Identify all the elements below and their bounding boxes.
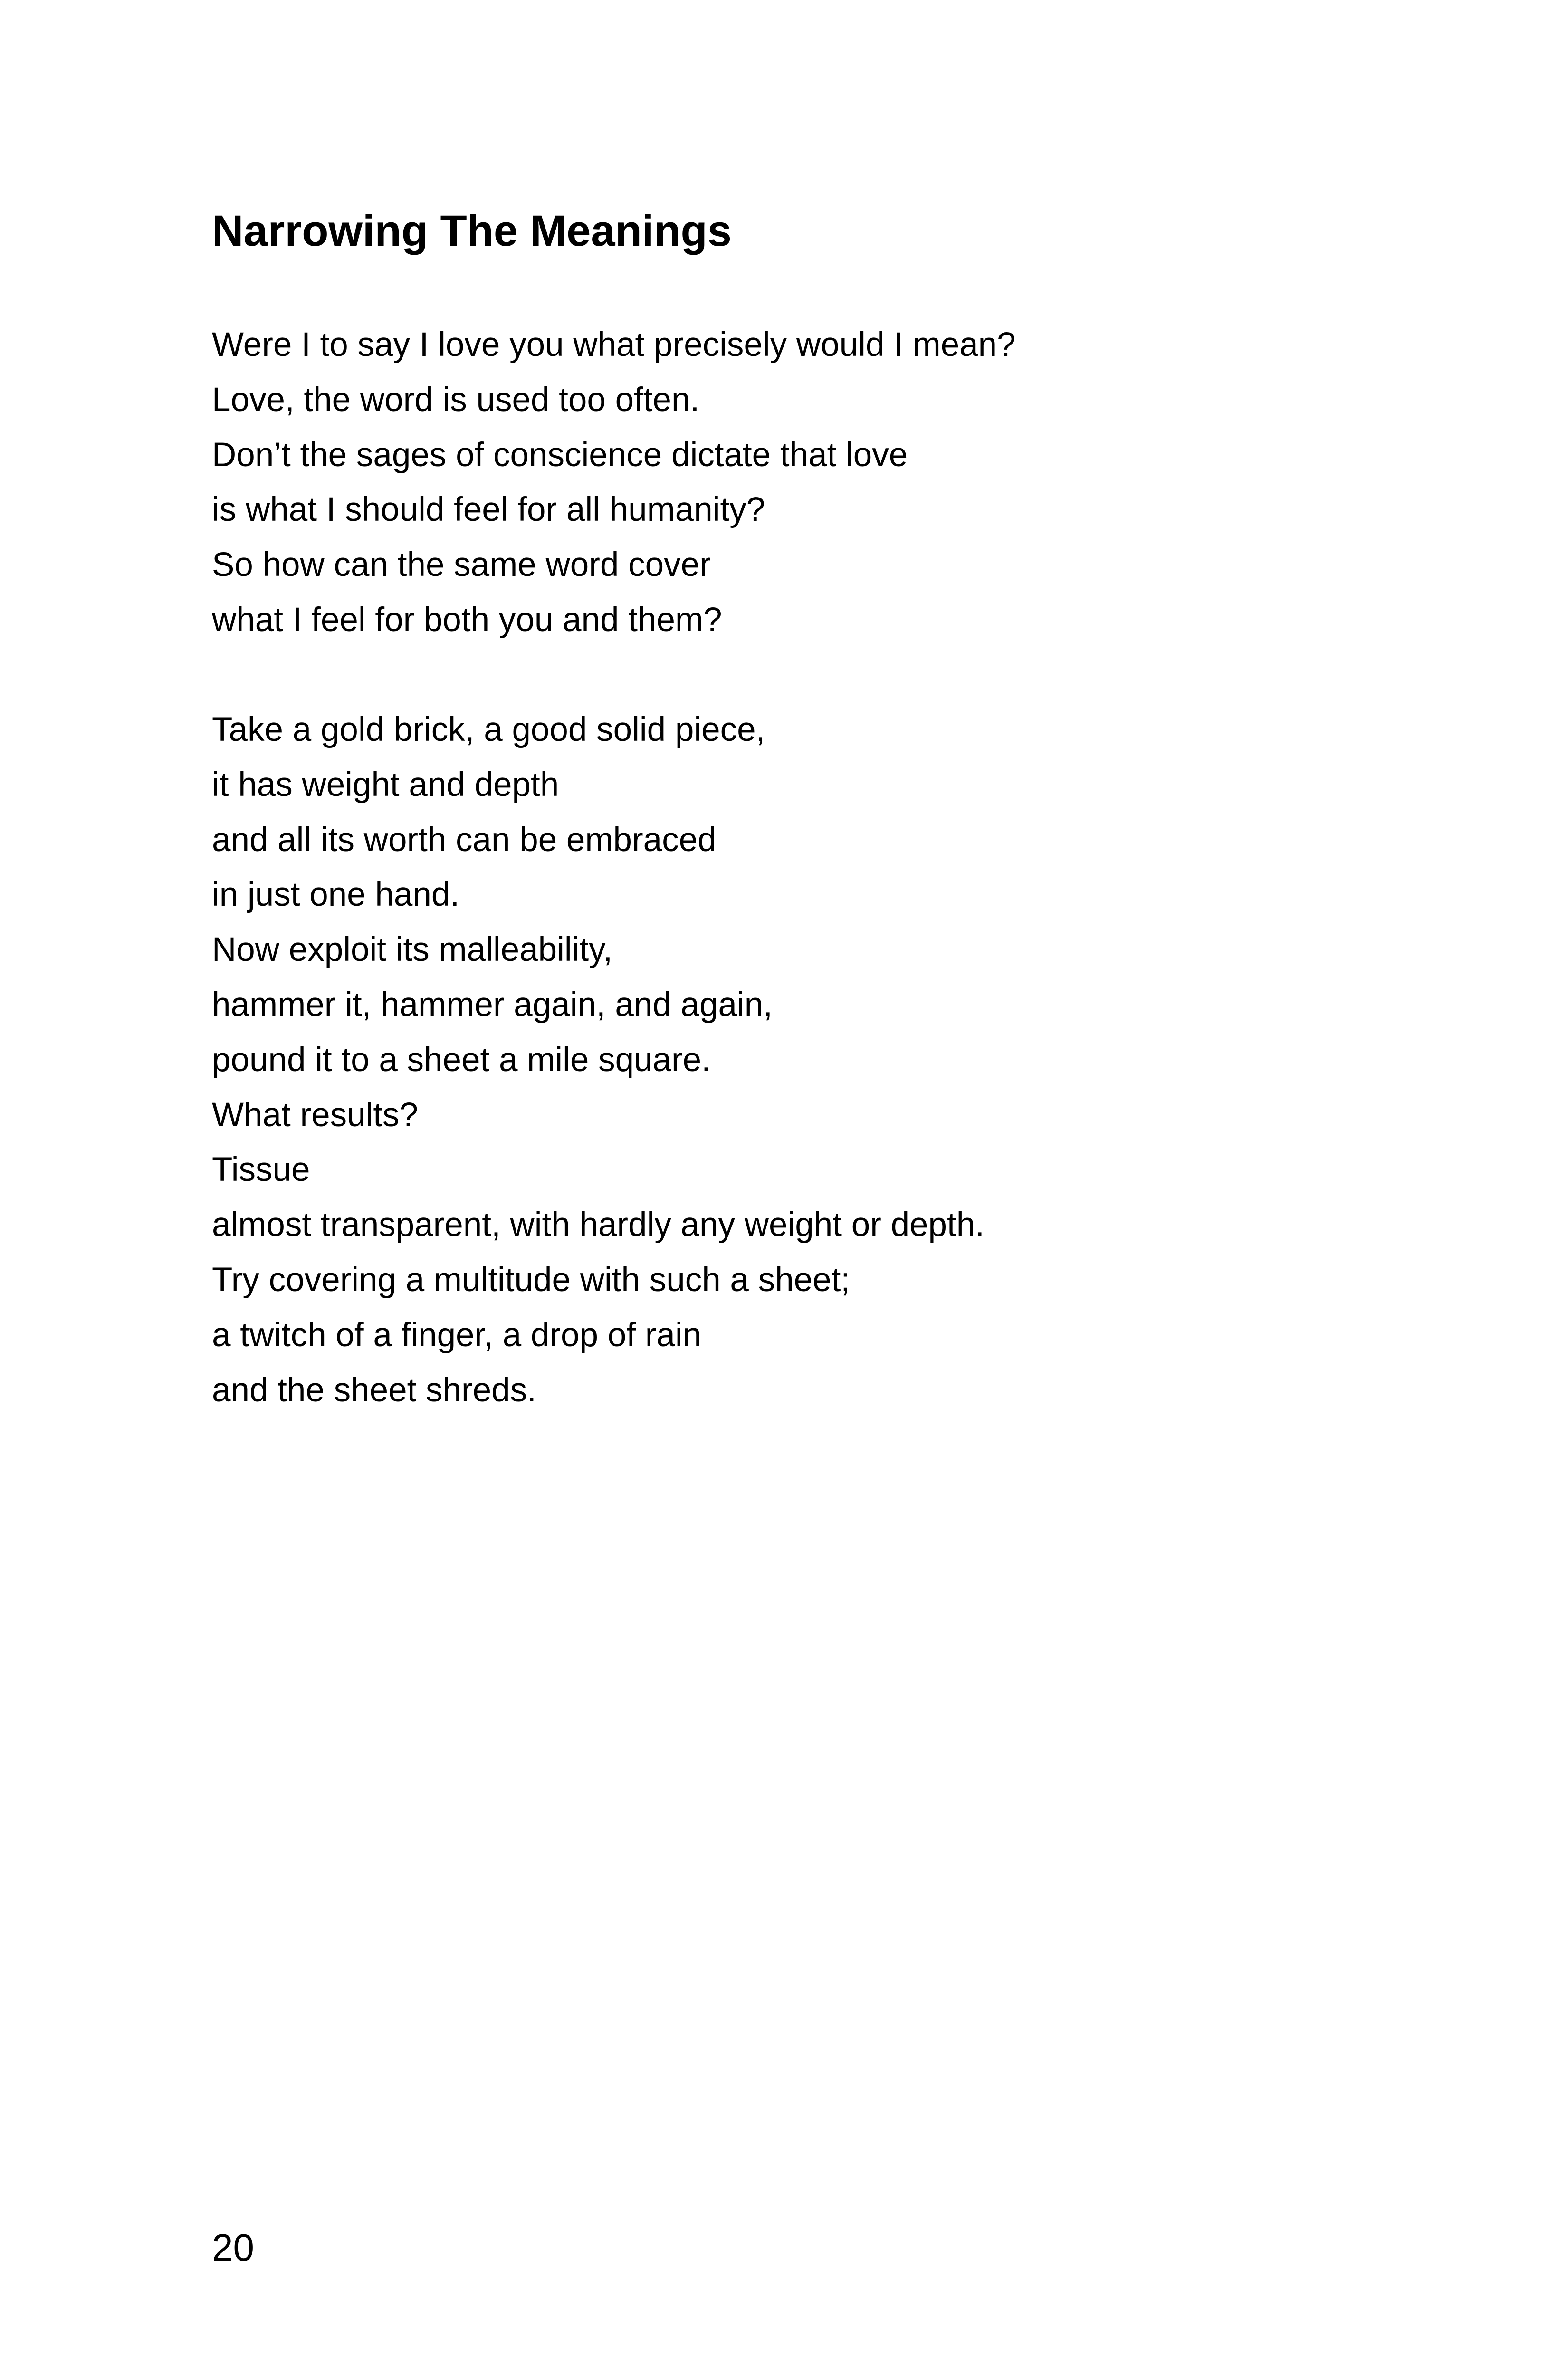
- poem-line: almost transparent, with hardly any weight or depth.: [212, 1206, 985, 1244]
- poem-line: pound it to a sheet a mile square.: [212, 1041, 711, 1079]
- stanza-1: [212, 317, 1016, 648]
- poem-line: Were I to say I love you what precisely would I mean?: [212, 326, 1016, 364]
- poem-line: Tissue: [212, 1151, 310, 1189]
- poem-line: Now exploit its malleability,: [212, 931, 613, 969]
- poem-line: Try covering a multitude with such a sheet;: [212, 1261, 851, 1299]
- poem-line: Love, the word is used too often.: [212, 381, 700, 419]
- poem-line: So how can the same word cover: [212, 546, 711, 584]
- poem-line: and all its worth can be embraced: [212, 821, 717, 859]
- poem-title: Narrowing The Meanings: [212, 207, 732, 255]
- poem-line: is what I should feel for all humanity?: [212, 491, 765, 529]
- poem-line: in just one hand.: [212, 876, 460, 914]
- poem-line: a twitch of a finger, a drop of rain: [212, 1316, 702, 1354]
- page-number: 20: [212, 2226, 254, 2269]
- poem-line: hammer it, hammer again, and again,: [212, 986, 773, 1024]
- poem-line: what I feel for both you and them?: [212, 601, 722, 639]
- poem-line: and the sheet shreds.: [212, 1371, 536, 1409]
- stanza-2: [212, 702, 985, 1418]
- poem-line: it has weight and depth: [212, 766, 559, 804]
- poem-line: What results?: [212, 1096, 419, 1134]
- poem-line: Take a gold brick, a good solid piece,: [212, 711, 765, 748]
- poem-line: Don’t the sages of conscience dictate that love: [212, 436, 908, 474]
